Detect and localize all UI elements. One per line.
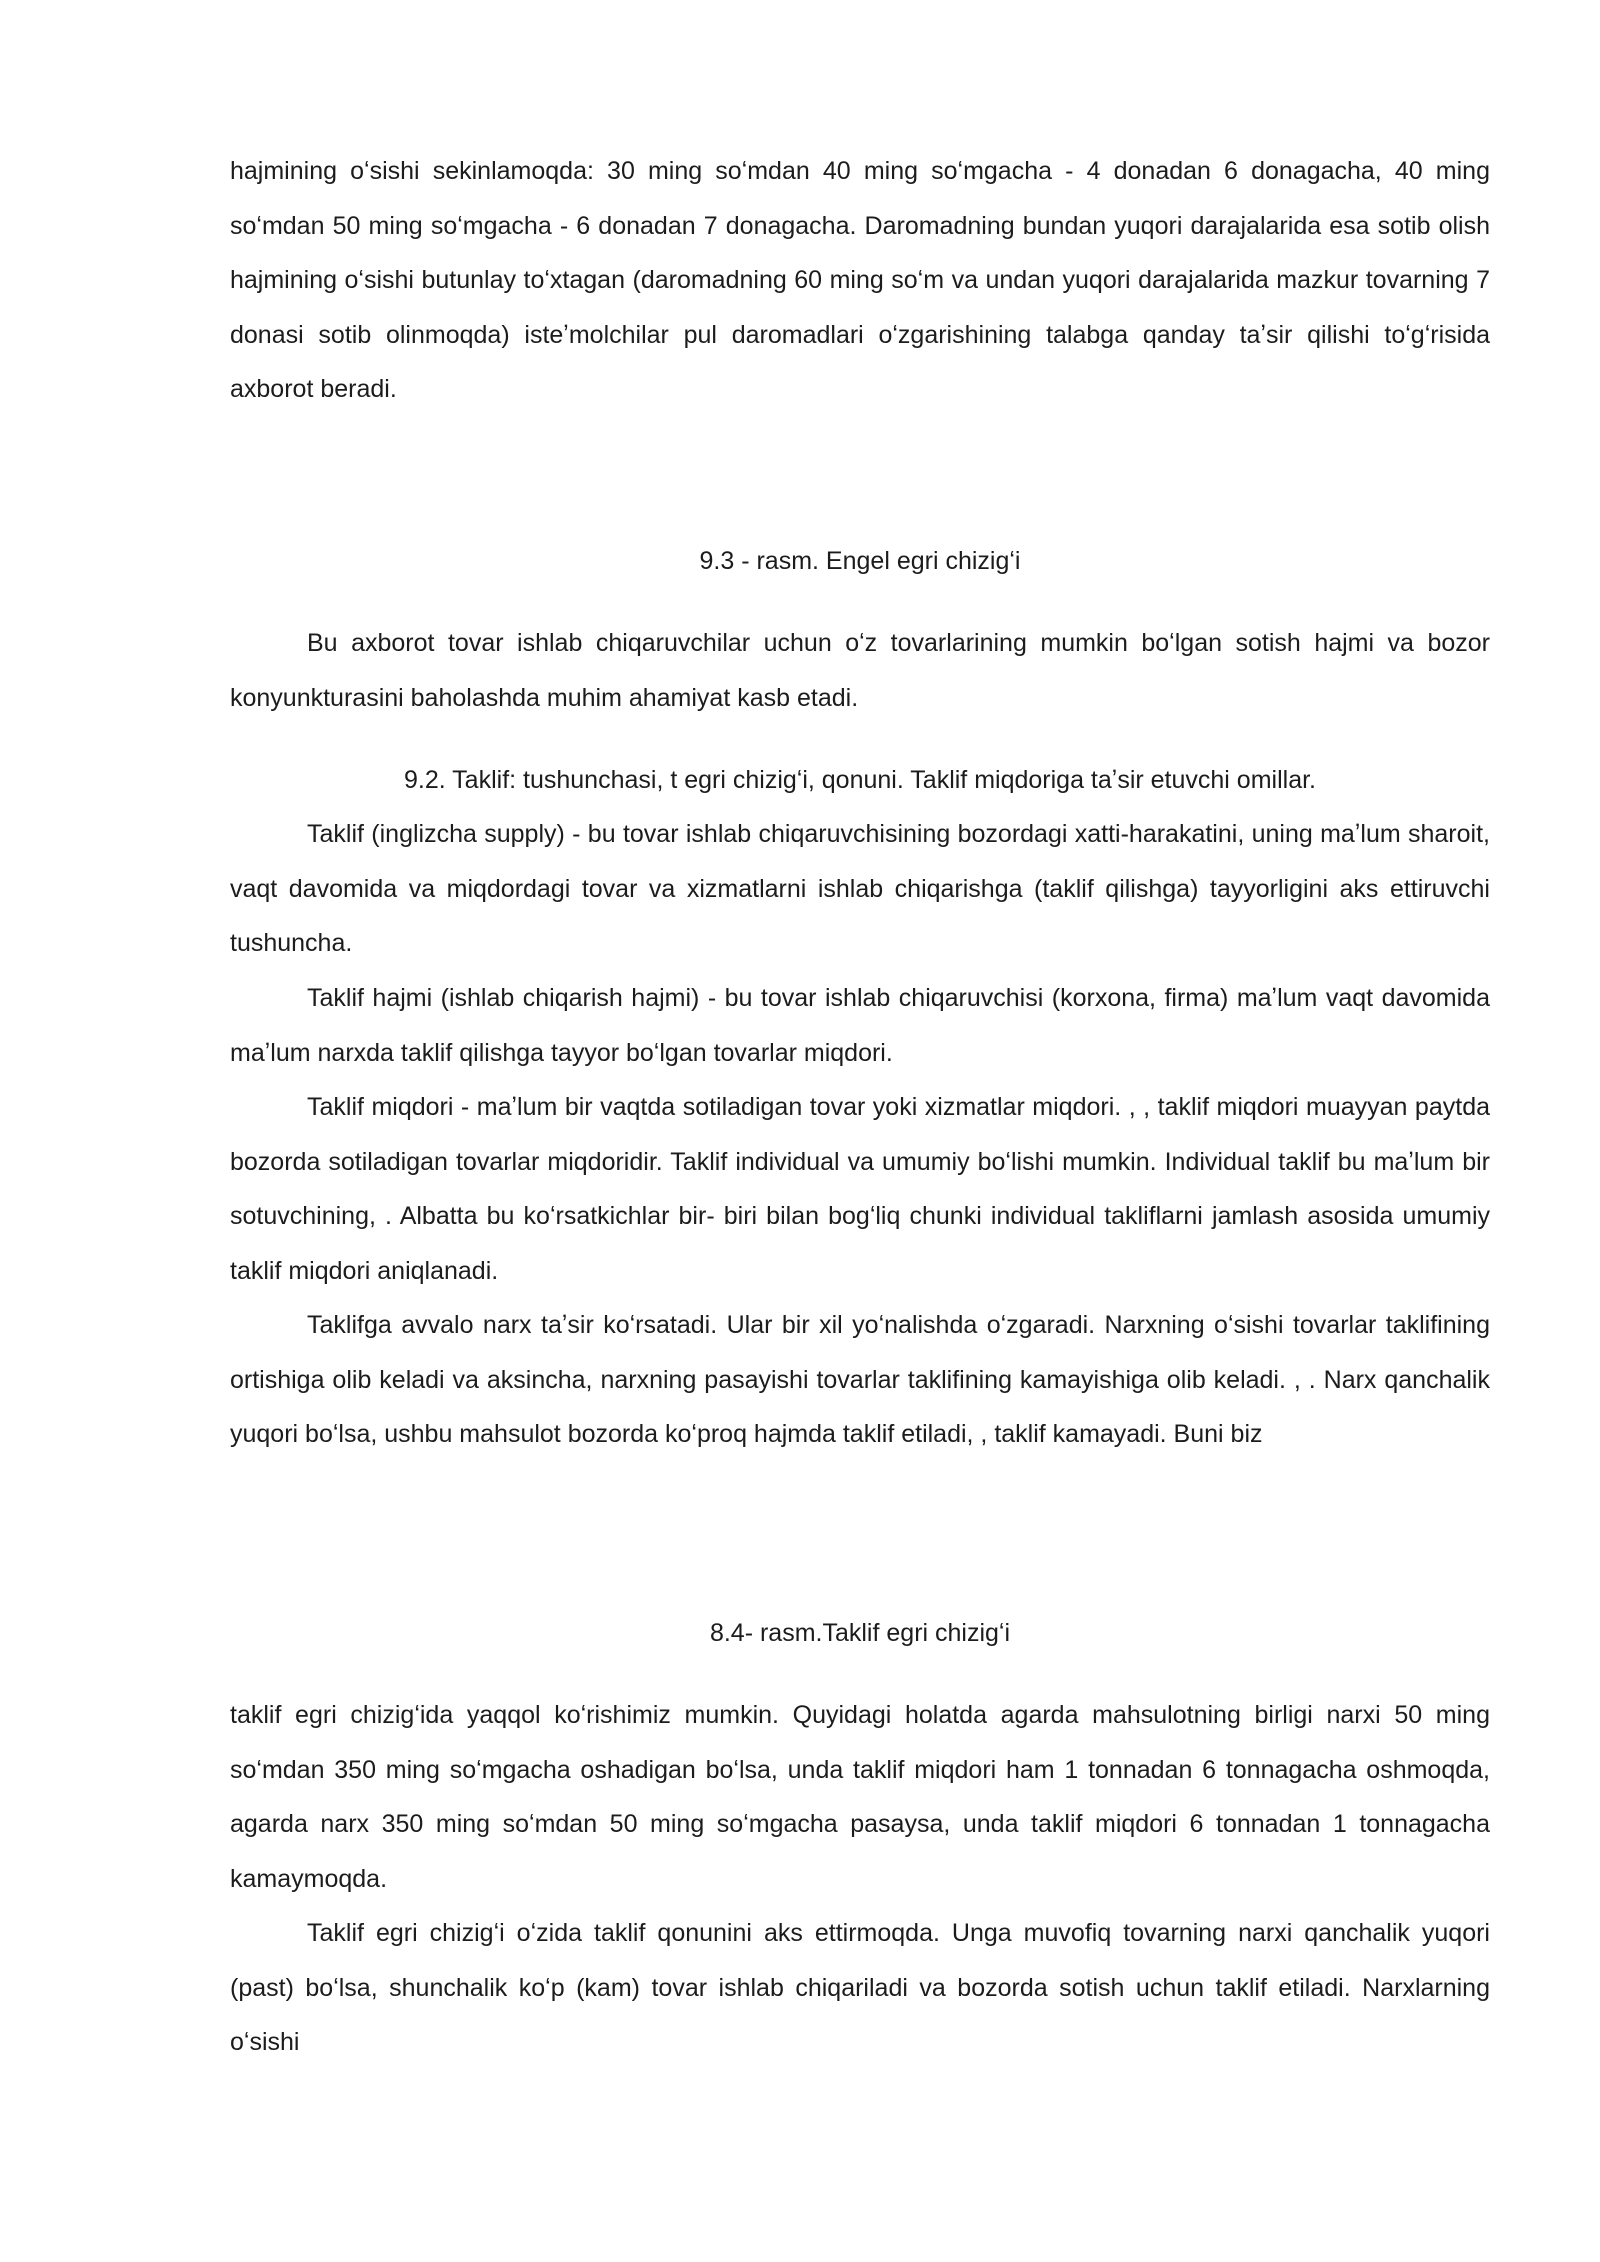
figure-caption-supply-curve: 8.4- rasm.Taklif egri chizigʻi — [709, 1619, 1011, 1647]
paragraph-3: Taklif (inglizcha supply) - bu tovar ishlab chiqaruvchisining bozordagi xatti-harakatini, uning maʼlum sharoit, vaqt davomida va miqdordagi tovar va xizmatlarni ishlab chiqarishga (taklif qilishga) tayyorligini aks ettiruvchi tushuncha. — [230, 820, 1490, 957]
paragraph-5: Taklif miqdori - maʼlum bir vaqtda sotiladigan tovar yoki xizmatlar miqdori. , , taklif miqdori muayyan paytda bozorda sotiladigan tovarlar miqdoridir. Taklif individual va umumiy boʻlishi mumkin. Individual taklif bu maʼlum bir sotuvchining, . Albatta bu koʻrsatkichlar bir- biri bilan bogʻliq chunki individual takliflarni jamlash asosida umumiy taklif miqdori aniqlanadi. — [230, 1093, 1490, 1285]
paragraph-8: Taklif egri chizigʻi oʻzida taklif qonunini aks ettirmoqda. Unga muvofiq tovarning narxi qanchalik yuqori (past) boʻlsa, shunchalik koʻp (kam) tovar ishlab chiqariladi va bozorda sotish uchun taklif etiladi. Narxlarning oʻsishi — [230, 1919, 1490, 2056]
paragraph-7: taklif egri chizigʻida yaqqol koʻrishimiz mumkin. Quyidagi holatda agarda mahsulotning birligi narxi 50 ming soʻmdan 350 ming soʻmgacha oshadigan boʻlsa, unda taklif miqdori ham 1 tonnadan 6 tonnagacha oshmoqda, agarda narx 350 ming soʻmdan 50 ming soʻmgacha pasaysa, unda taklif miqdori 6 tonnadan 1 tonnagacha kamaymoqda. — [230, 1701, 1490, 1893]
paragraph-4: Taklif hajmi (ishlab chiqarish hajmi) - bu tovar ishlab chiqaruvchisi (korxona, firma) maʼlum vaqt davomida maʼlum narxda taklif qilishga tayyor boʻlgan tovarlar miqdori. — [230, 984, 1490, 1067]
paragraph-6: Taklifga avvalo narx taʼsir koʻrsatadi. Ular bir xil yoʻnalishda oʻzgaradi. Narxning oʻsishi tovarlar taklifining ortishiga olib keladi va aksincha, narxning pasayishi tovarlar taklifining kamayishiga olib keladi. , . Narx qanchalik yuqori boʻlsa, ushbu mahsulot bozorda koʻproq hajmda taklif etiladi, , taklif kamayadi. Buni biz — [230, 1311, 1490, 1448]
paragraph-1: hajmining oʻsishi sekinlamoqda: 30 ming soʻmdan 40 ming soʻmgacha - 4 donadan 6 donagacha, 40 ming soʻmdan 50 ming soʻmgacha - 6 donadan 7 donagacha. Daromadning bundan yuqori darajalarida esa sotib olish hajmining oʻsishi butunlay toʻxtagan (daromadning 60 ming soʻm va undan yuqori darajalarida mazkur tovarning 7 donasi sotib olinmoqda) isteʼmolchilar pul daromadlari oʻzgarishining talabga qanday taʼsir qilishi toʻgʻrisida axborot beradi. — [230, 157, 1490, 403]
section-heading-supply: 9.2. Taklif: tushunchasi, t egri chizigʻi, qonuni. Taklif miqdoriga taʼsir etuvchi omillar. — [403, 766, 1316, 794]
paragraph-2: Bu axborot tovar ishlab chiqaruvchilar uchun oʻz tovarlarining mumkin boʻlgan sotish hajmi va bozor konyunkturasini baholashda muhim ahamiyat kasb etadi. — [230, 629, 1490, 712]
figure-caption-engel-curve: 9.3 - rasm. Engel egri chizigʻi — [699, 547, 1021, 575]
